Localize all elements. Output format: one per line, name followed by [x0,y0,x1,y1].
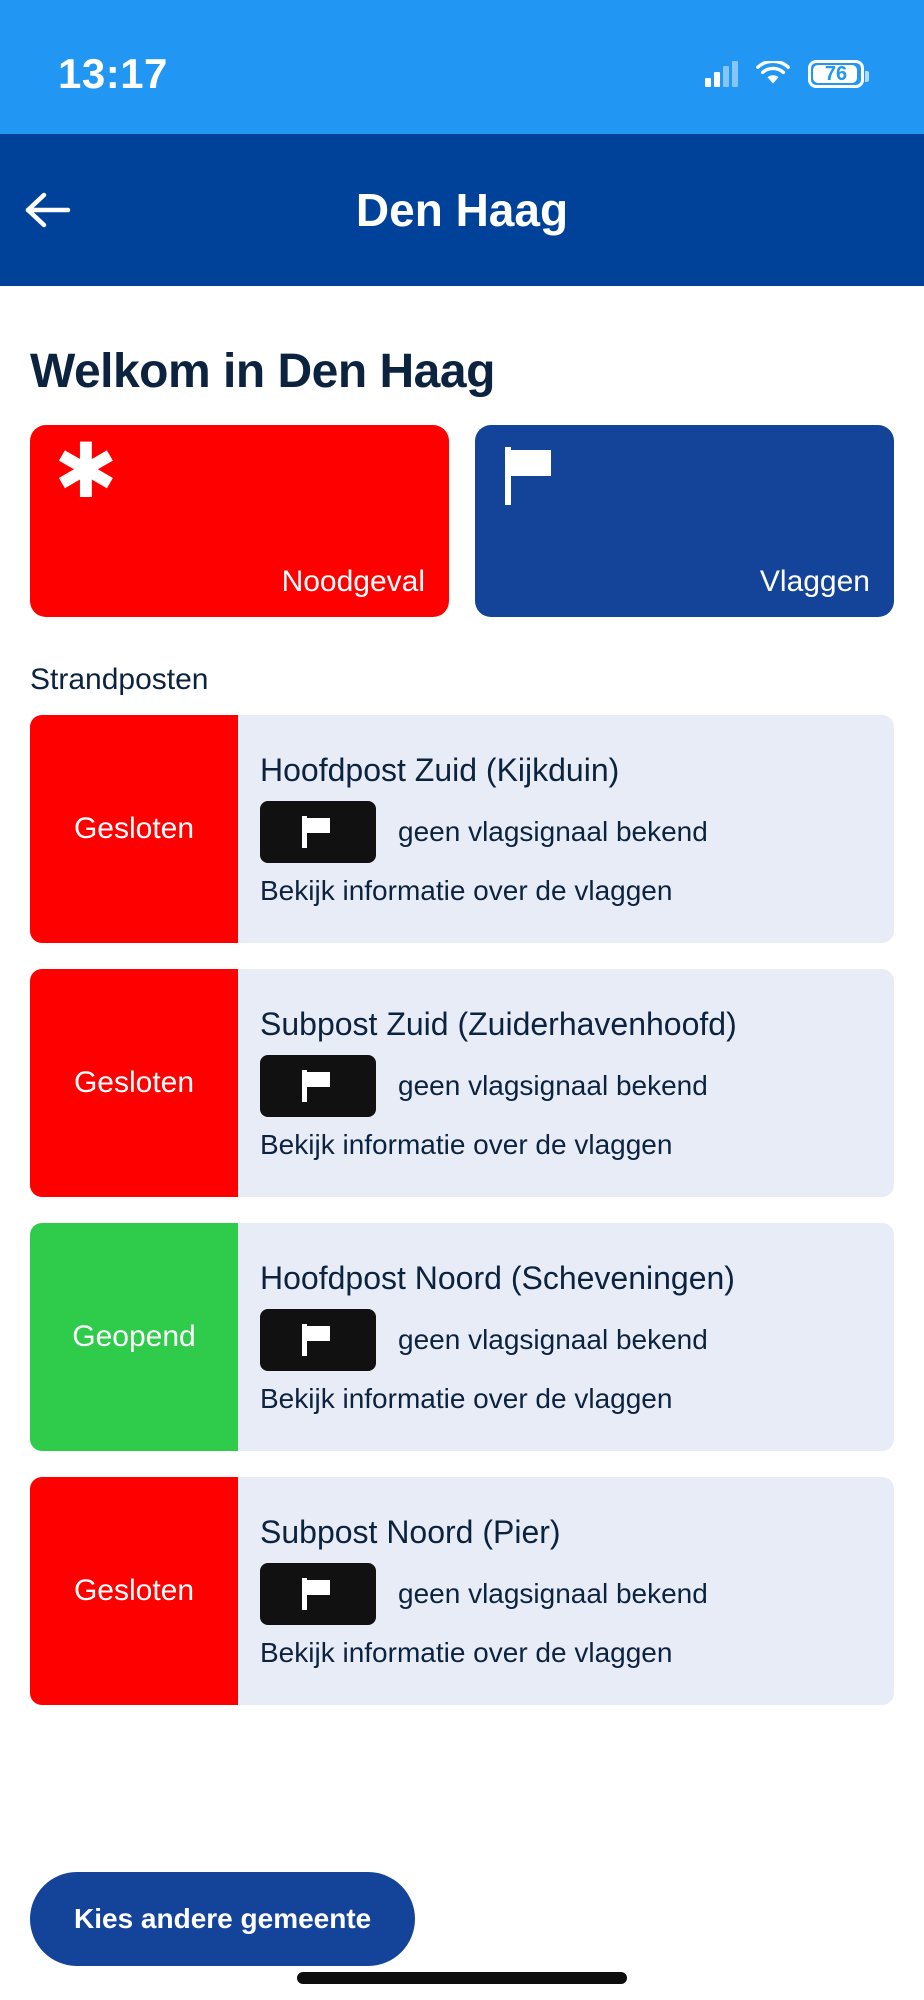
flag-status-text: geen vlagsignaal bekend [398,1323,708,1355]
status-badge: Gesloten [30,715,238,943]
home-indicator[interactable] [297,1972,627,1984]
flag-status-text: geen vlagsignaal bekend [398,815,708,847]
status-indicators [705,46,864,88]
flag-info-link[interactable]: Bekijk informatie over de vlaggen [260,1128,673,1160]
flag-icon [260,1055,376,1117]
flag-icon [499,443,561,512]
post-name: Hoofdpost Noord (Scheveningen) [260,1259,735,1296]
welcome-heading: Welkom in Den Haag [30,345,495,398]
page-title: Den Haag [355,184,569,236]
emergency-tile-label: Noodgeval [281,565,425,598]
list-item[interactable] [30,1223,894,1451]
flag-info-link[interactable]: Bekijk informatie over de vlaggen [260,1636,673,1668]
post-flag-row [260,1563,870,1625]
flags-tile[interactable] [475,425,894,617]
section-title-strandposten: Strandposten [30,663,209,696]
back-arrow-icon [24,191,72,229]
flag-icon [260,801,376,863]
app-bar [0,134,924,286]
cellular-signal-icon [705,61,738,87]
post-body [238,969,894,1197]
bottom-bar [0,1860,924,2000]
asterisk-icon: ✱ [54,426,118,515]
post-name: Hoofdpost Zuid (Kijkduin) [260,751,620,788]
back-button[interactable] [0,134,96,286]
battery-icon [808,60,864,88]
list-item[interactable] [30,715,894,943]
flag-info-link[interactable]: Bekijk informatie over de vlaggen [260,874,673,906]
post-body [238,715,894,943]
post-flag-row [260,1309,870,1371]
list-item[interactable] [30,969,894,1197]
battery-percent: 76 [824,63,848,85]
post-flag-row [260,1055,870,1117]
status-bar [0,0,924,134]
flag-icon [260,1563,376,1625]
status-time: 13:17 [58,50,168,97]
post-name: Subpost Zuid (Zuiderhavenhoofd) [260,1005,737,1042]
list-item[interactable] [30,1477,894,1705]
flag-icon [260,1309,376,1371]
post-body [238,1223,894,1451]
status-badge: Geopend [30,1223,238,1451]
status-badge: Gesloten [30,1477,238,1705]
flags-tile-label: Vlaggen [759,565,870,598]
post-name: Subpost Noord (Pier) [260,1513,561,1550]
main-content [0,286,924,1860]
post-flag-row [260,801,870,863]
status-badge: Gesloten [30,969,238,1197]
flag-info-link[interactable]: Bekijk informatie over de vlaggen [260,1382,673,1414]
quick-action-tiles [30,425,894,617]
emergency-tile[interactable] [30,425,449,617]
flag-status-text: geen vlagsignaal bekend [398,1577,708,1609]
flag-status-text: geen vlagsignaal bekend [398,1069,708,1101]
choose-municipality-button[interactable]: Kies andere gemeente [30,1872,415,1966]
post-body [238,1477,894,1705]
wifi-icon [756,61,790,87]
